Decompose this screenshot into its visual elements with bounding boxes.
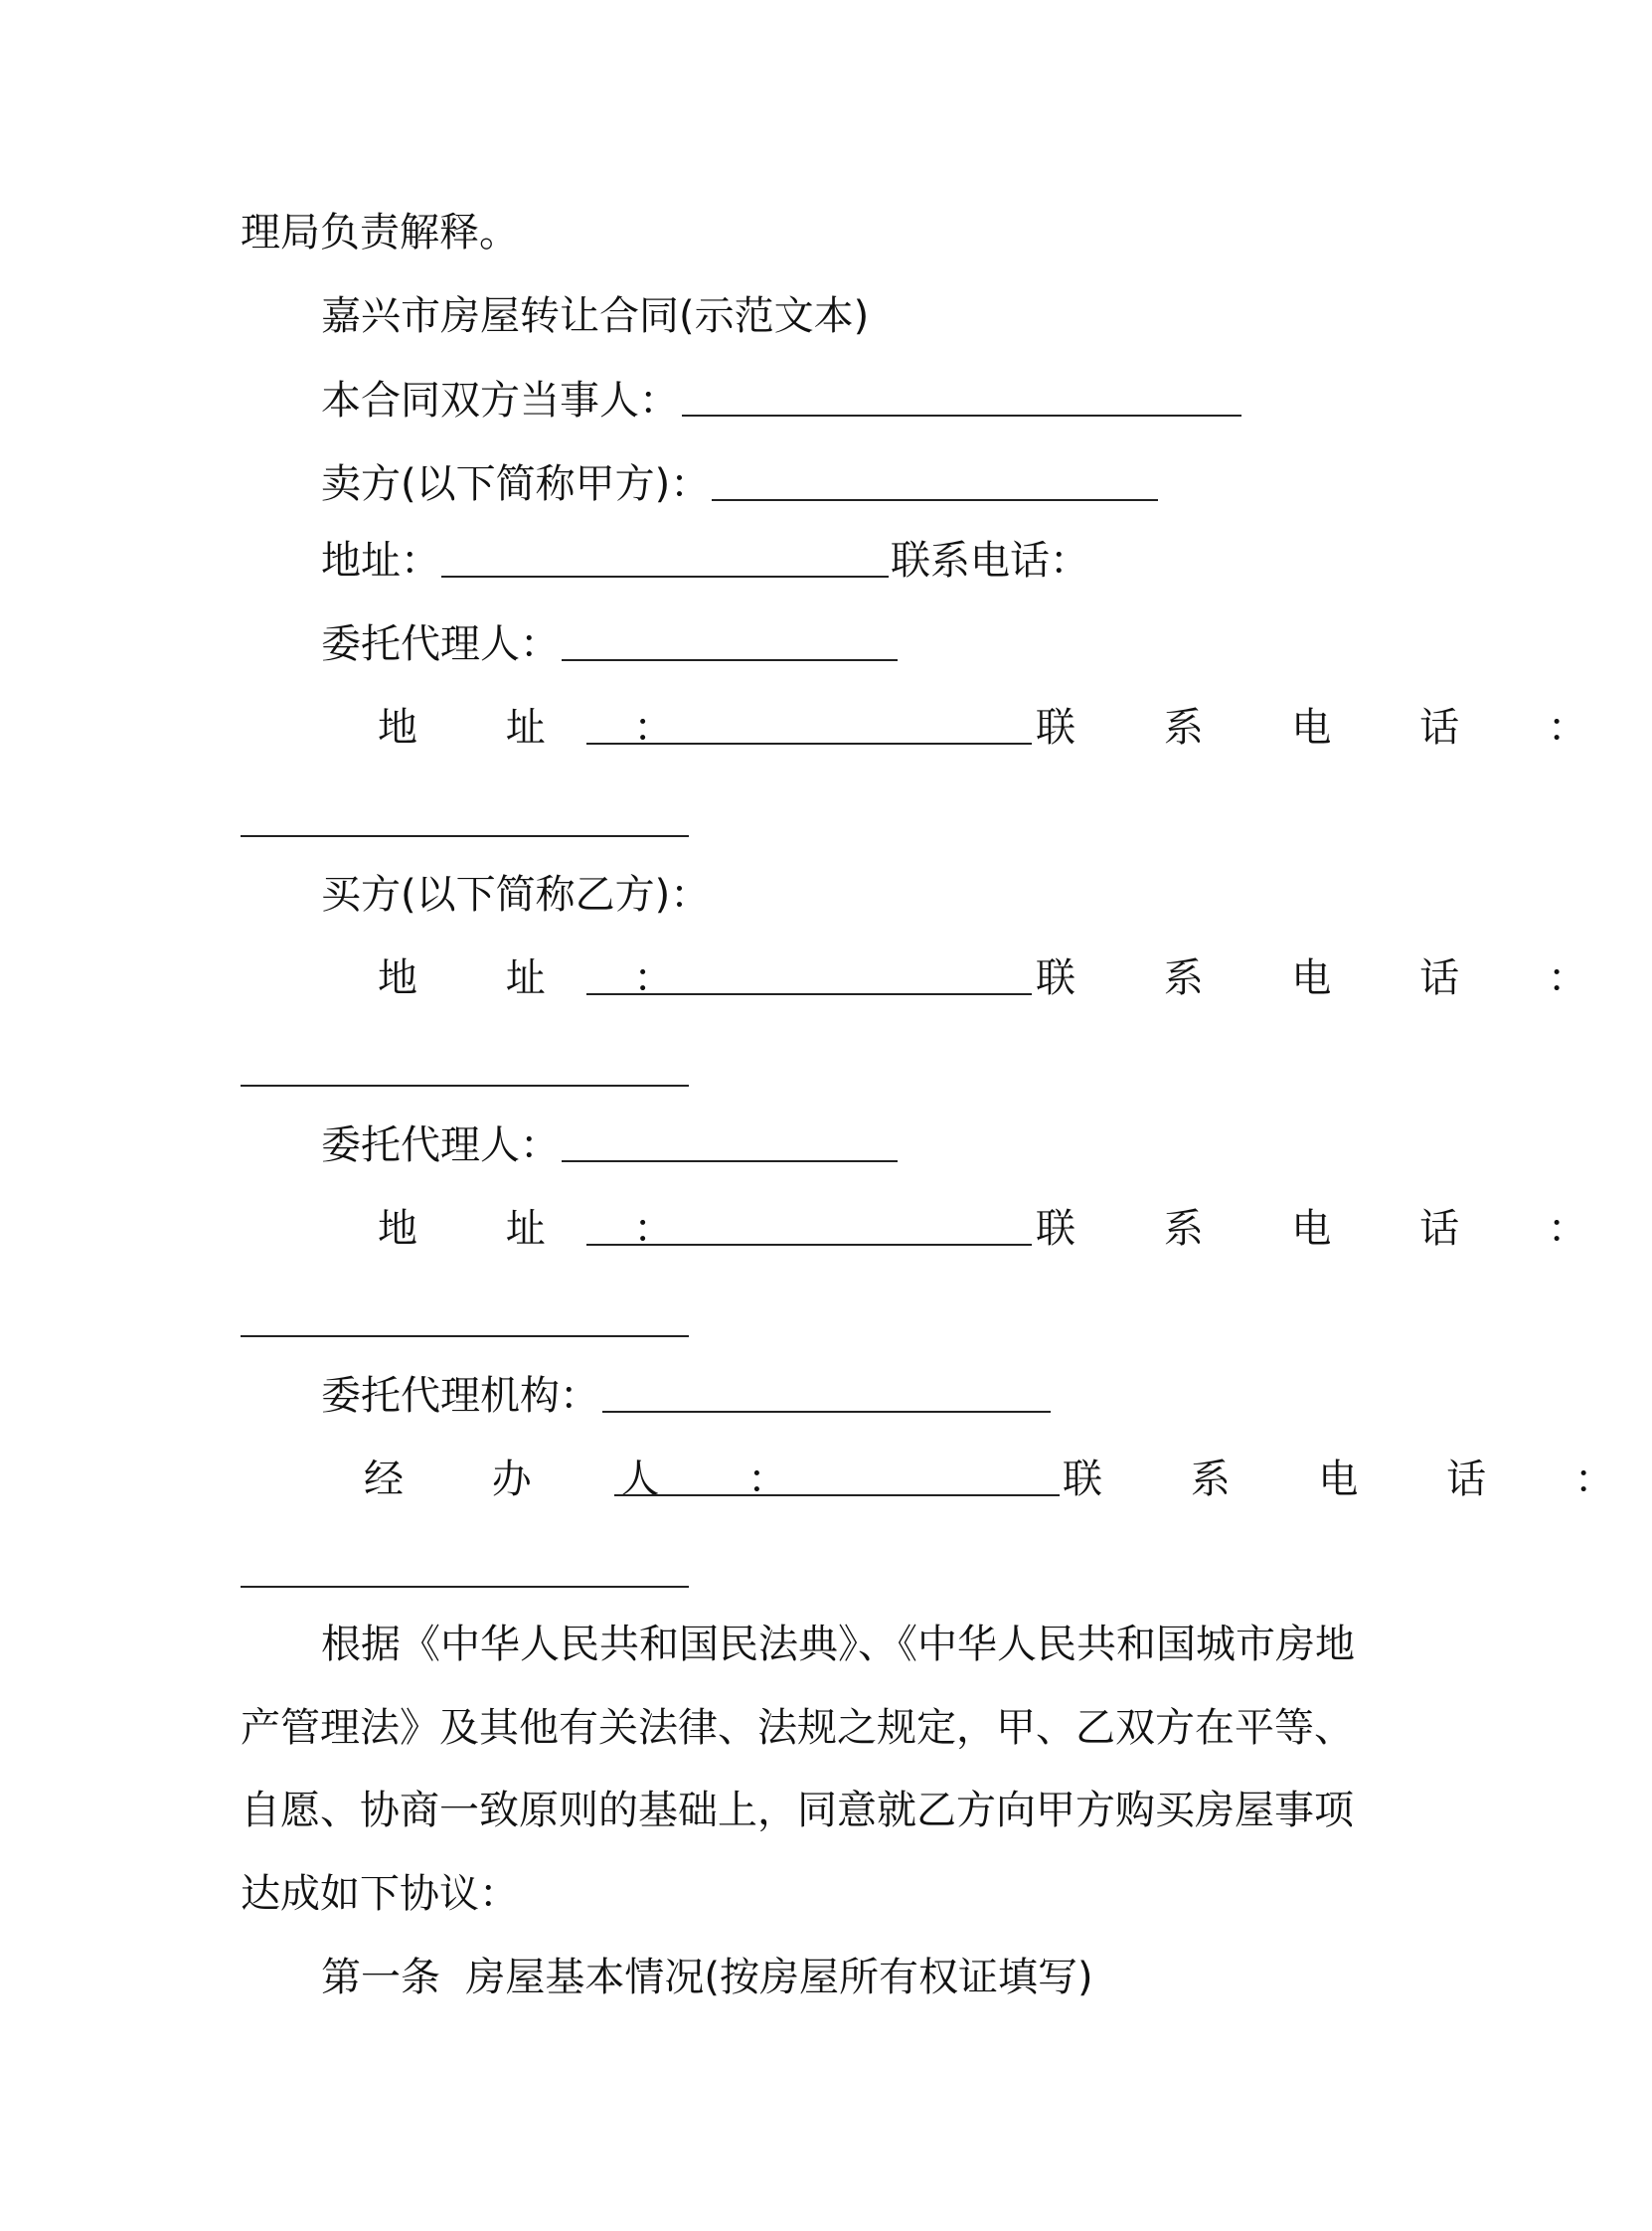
buyer-agent-address-label: 地 址 ：	[378, 1206, 712, 1252]
buyer-address-blank[interactable]	[586, 993, 1032, 995]
parties-blank[interactable]	[682, 415, 1241, 417]
seller-agent-address-label: 地 址 ：	[378, 705, 712, 751]
seller-address-blank[interactable]	[441, 576, 889, 578]
buyer-agent-phone-label: 联 系 电 话 ：	[1036, 1206, 1625, 1252]
preamble-line: 达成如下协议：	[241, 1871, 519, 1917]
buyer-agent-label: 委托代理人：	[321, 1122, 560, 1168]
buyer-label: 买方(以下简称乙方)：	[321, 872, 711, 918]
handler-label: 经 办 人 ：	[364, 1457, 826, 1502]
text-line: 理局负责解释。	[241, 210, 519, 256]
seller-phone-label: 联系电话：	[891, 538, 1089, 584]
handler-phone-blank[interactable]	[241, 1586, 689, 1588]
handler-blank[interactable]	[614, 1494, 1060, 1496]
buyer-phone-blank[interactable]	[241, 1085, 689, 1087]
buyer-phone-label: 联 系 电 话 ：	[1036, 955, 1625, 1001]
seller-label: 卖方(以下简称甲方)：	[321, 461, 711, 507]
preamble-line: 根据《中华人民共和国民法典》、《中华人民共和国城市房地	[321, 1622, 1355, 1667]
seller-agent-address-blank[interactable]	[586, 743, 1032, 745]
seller-address-label: 地址：	[321, 538, 440, 584]
buyer-address-label: 地 址 ：	[378, 955, 712, 1001]
article-1-heading: 第一条 房屋基本情况(按房屋所有权证填写)	[321, 1955, 1093, 2000]
preamble-line: 产管理法》及其他有关法律、法规之规定，甲、乙双方在平等、	[241, 1705, 1354, 1751]
seller-agent-phone-label: 联 系 电 话 ：	[1036, 705, 1625, 751]
buyer-agent-blank[interactable]	[562, 1160, 898, 1162]
seller-agent-blank[interactable]	[562, 659, 898, 661]
seller-agent-label: 委托代理人：	[321, 621, 560, 667]
agency-label: 委托代理机构：	[321, 1373, 599, 1419]
seller-agent-phone-blank[interactable]	[241, 835, 689, 837]
agency-blank[interactable]	[602, 1411, 1051, 1413]
buyer-agent-address-blank[interactable]	[586, 1244, 1032, 1246]
contract-title: 嘉兴市房屋转让合同(示范文本)	[321, 293, 870, 339]
parties-label: 本合同双方当事人：	[321, 378, 679, 424]
buyer-agent-phone-blank[interactable]	[241, 1335, 689, 1337]
preamble-line: 自愿、协商一致原则的基础上，同意就乙方向甲方购买房屋事项	[241, 1788, 1354, 1833]
seller-blank[interactable]	[712, 499, 1158, 501]
handler-phone-label: 联 系 电 话 ：	[1063, 1457, 1652, 1502]
